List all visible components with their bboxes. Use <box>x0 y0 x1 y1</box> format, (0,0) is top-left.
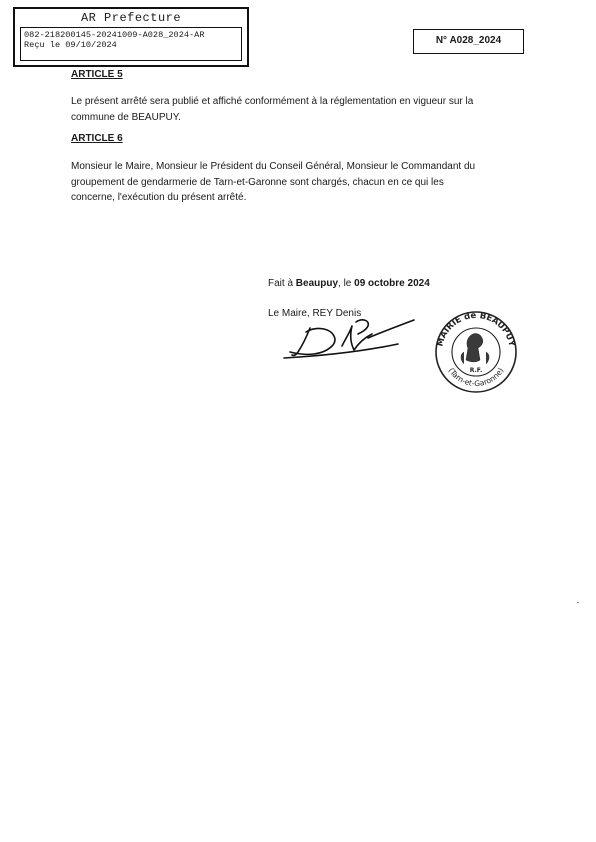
seal-bottom-text: (Tarn-et-Garonne) <box>446 366 506 389</box>
article-6-text <box>71 159 531 206</box>
stamp-title: AR Prefecture <box>80 11 182 25</box>
signoff-place-date <box>268 278 430 289</box>
signatory-name: Le Maire, REY Denis <box>268 308 362 319</box>
article-5-line: commune de BEAUPUY. <box>71 111 181 123</box>
signoff-date: 09 octobre 2024 <box>354 278 430 289</box>
stamp-reference-box <box>20 27 242 61</box>
town-hall-seal <box>430 308 522 394</box>
seal-top-text: MAIRIE de BEAUPUY <box>435 310 517 348</box>
article-5-heading: ARTICLE 5 <box>71 69 123 80</box>
article-6-line: Monsieur le Maire, Monsieur le Président du Conseil Général, Monsieur le Commandant du <box>71 161 476 172</box>
signoff-prefix: Fait à <box>268 278 296 289</box>
prefecture-receipt-stamp <box>13 7 249 67</box>
scan-speck <box>577 602 579 603</box>
article-6-line: concerne, l'exécution du présent arrêté. <box>71 192 247 203</box>
seal-center-text: R.F. <box>469 367 483 374</box>
article-5-text <box>71 94 531 125</box>
handwritten-signature <box>280 308 440 368</box>
signoff-middle: , le <box>338 278 355 289</box>
seal-emblem <box>461 334 489 364</box>
article-6-line: groupement de gendarmerie de Tarn-et-Garonne sont chargés, chacun en ce qui les <box>71 176 444 188</box>
article-5-line: Le présent arrêté sera publié et affiché conformément à la réglementation en vigueur sur la <box>71 96 474 107</box>
document-number: N° A028_2024 <box>413 29 524 54</box>
article-6-heading: ARTICLE 6 <box>71 133 123 144</box>
stamp-reference-line: 082-218200145-20241009-A028_2024-AR <box>24 30 205 40</box>
signoff-place: Beaupuy <box>295 278 339 289</box>
stamp-received-date: Reçu le 09/10/2024 <box>24 40 117 50</box>
